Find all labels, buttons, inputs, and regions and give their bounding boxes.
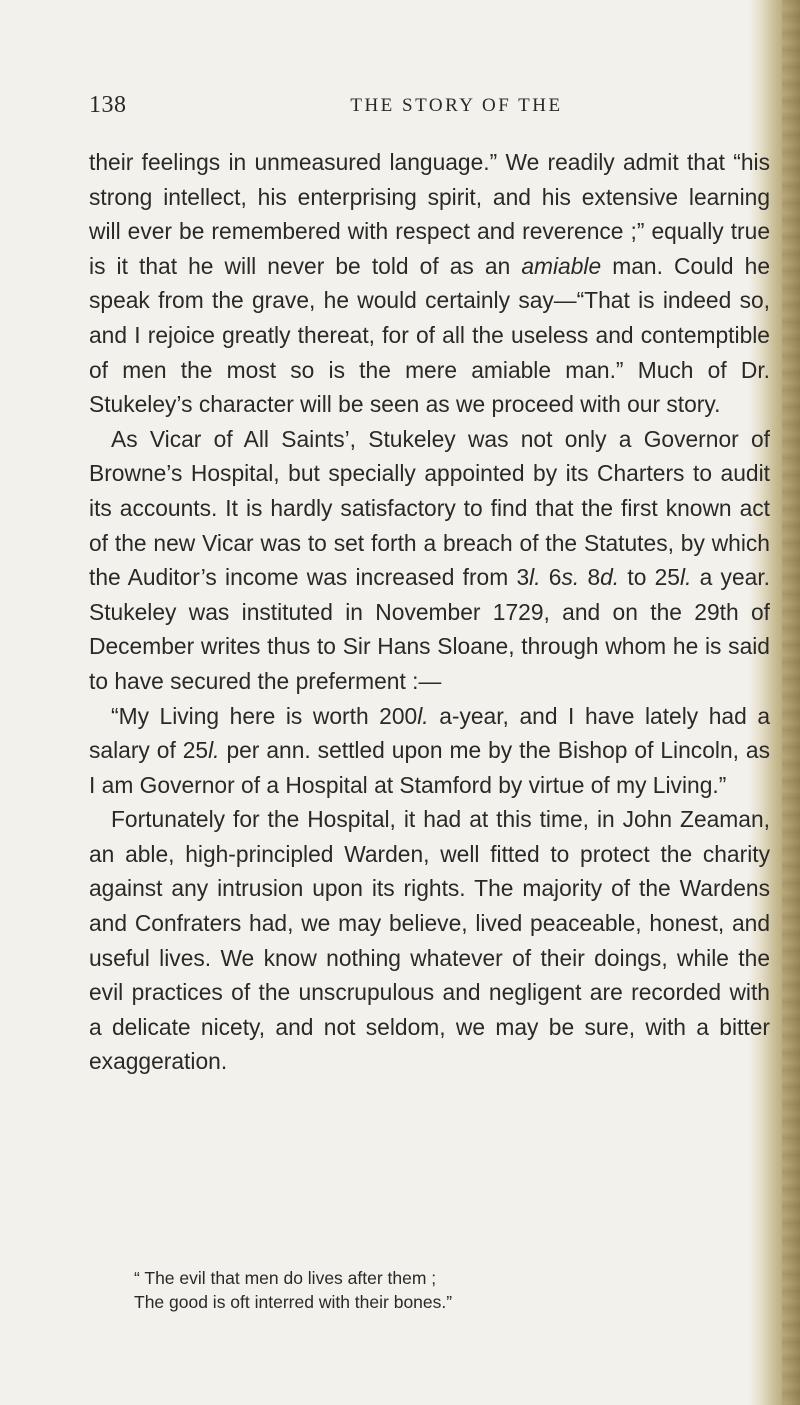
page-number: 138	[89, 92, 127, 118]
paragraph-3-italic-1: l.	[417, 702, 429, 729]
paragraph-4-text: Fortunately for the Hospital, it had at this time, in John Zeaman, an able, high-principled Warden, well fitted to protect the charity against any intrusion upon its rights. The majority of the Wardens and Confraters had, we may believe, lived peaceable, honest, and useful lives. We know nothing whatever of their doings, while the evil practices of the unscrupulous and negligent are recorded with a delicate nicety, and not seldom, we may be sure, with a bitter exaggeration.	[89, 806, 770, 1075]
paragraph-1-italic: amiable	[521, 252, 602, 279]
verse-quotation	[134, 1266, 734, 1314]
paragraph-2-text-1: As Vicar of All Saints’, Stukeley was not only a Governor of Browne’s Hospital, but specially appointed by its Charters to audit its accounts. It is hardly satisfactory to find that the first known act of the new Vicar was to set forth a breach of the Statutes, by which the Auditor’s income was increased from 3	[89, 425, 770, 591]
page-edge-texture	[782, 0, 800, 1405]
paragraph-4	[89, 802, 770, 1079]
paragraph-2-text-5: a year. Stukeley was instituted in November 1729, and on the 29th of December writes thus to Sir Hans Sloane, through whom he is said to have secured the preferment :—	[89, 564, 770, 694]
paragraph-3	[89, 699, 770, 803]
paragraph-2-text-2: 6	[540, 564, 562, 591]
paragraph-2-italic-3: d.	[600, 564, 620, 591]
paragraph-1-text-a: their feelings in unmeasured language.” We readily admit that “his strong intellect, his enterprising spirit, and his extensive learning will ever be remembered with respect and reverence ;” equally true is it that he will never be told of as an	[89, 149, 770, 279]
paragraph-2-italic-4: l.	[680, 564, 692, 591]
paragraph-2-text-3: 8	[579, 564, 601, 591]
verse-line-2: The good is oft interred with their bones.”	[134, 1292, 453, 1312]
page-header	[89, 92, 769, 132]
running-head: THE STORY OF THE	[350, 95, 563, 116]
paragraph-3-text-3: per ann. settled upon me by the Bishop of Lincoln, as I am Governor of a Hospital at Stamford by virtue of my Living.”	[89, 737, 770, 798]
paragraph-1-text-b: man. Could he speak from the grave, he would certainly say—“That is indeed so, and I rejoice greatly thereat, for of all the useless and contemptible of men the most so is the mere amiable man.” Much of Dr. Stukeley’s character will be seen as we proceed with our story.	[89, 252, 771, 418]
paragraph-3-text-2: a-year, and I have lately had a salary of 25	[89, 702, 771, 764]
paragraph-2-text-4: to 25	[619, 564, 680, 591]
paragraph-3-text-1: “My Living here is worth 200	[111, 702, 418, 729]
paragraph-3-italic-2: l.	[208, 737, 220, 764]
paragraph-2-italic-1: l.	[529, 564, 541, 591]
paragraph-2	[89, 422, 770, 699]
paragraph-2-italic-2: s.	[561, 564, 580, 591]
verse-line-1: “ The evil that men do lives after them ;	[134, 1268, 437, 1288]
paragraph-1	[89, 145, 770, 422]
body-text	[89, 145, 770, 1079]
